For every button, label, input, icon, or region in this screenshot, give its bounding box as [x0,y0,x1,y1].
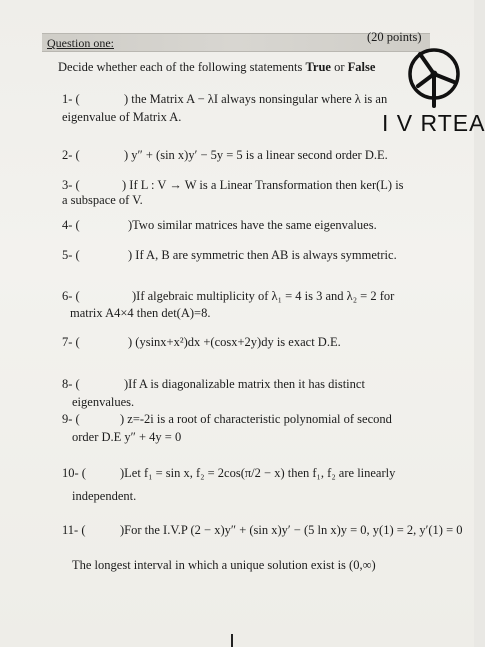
item-9-number: 9- ( [62,412,80,426]
item-7-number: 7- ( [62,335,80,349]
item-6-text: )If algebraic multiplicity of λ₁ = 4 is 3 and λ₂ = 2 for [132,289,395,303]
false-word: False [347,60,376,74]
item-1-text: ) the Matrix A − λI always nonsingular where λ is an [124,92,388,106]
item-2-number: 2- ( [62,148,80,162]
item-6-number: 6- ( [62,289,80,303]
item-10-number: 10- ( [62,466,86,480]
item-10-text: )Let f₁ = sin x, f₂ = 2cos(π/2 − x) then f₁, f₂ are linearly [120,466,396,480]
item-6-text-cont: matrix A4×4 then det(A)=8. [70,306,211,320]
item-9-text: ) z=-2i is a root of characteristic polynomial of second [120,412,392,426]
instructions: Decide whether each of the following statements True or False [58,60,376,74]
item-10-text-cont: independent. [72,489,137,503]
item-5-text: ) If A, B are symmetric then AB is always symmetric. [128,248,397,262]
points-label: (20 points) [367,30,422,44]
logo-text: I V RTEA [382,110,485,136]
item-8-text-cont: eigenvalues. [72,395,135,409]
item-4-text: )Two similar matrices have the same eigenvalues. [128,218,377,232]
true-word: True [305,60,331,74]
item-1-number: 1- ( [62,92,80,106]
item-8-number: 8- ( [62,377,80,391]
item-2-text: ) y″ + (sin x)y′ − 5y = 5 is a linear second order D.E. [124,148,388,162]
item-3-text: ) If L : V → W is a Linear Transformation then ker(L) is [122,178,404,192]
item-11-number: 11- ( [62,523,86,537]
question-title: Question one: [47,36,114,50]
item-5-number: 5- ( [62,248,80,262]
item-3-text-cont: a subspace of V. [62,193,143,207]
item-3-number: 3- ( [62,178,80,192]
item-11-text: )For the I.V.P (2 − x)y″ + (sin x)y′ − (5 ln x)y = 0, y(1) = 2, y′(1) = 0 [120,523,463,537]
item-1-text-cont: eigenvalue of Matrix A. [62,110,182,124]
item-11-text-cont: The longest interval in which a unique solution exist is (0,∞) [72,558,376,572]
item-9-text-cont: order D.E y″ + 4y = 0 [72,430,182,444]
text-cursor [231,634,233,647]
item-4-number: 4- ( [62,218,80,232]
item-7-text: ) (ysinx+x²)dx +(cosx+2y)dy is exact D.E. [128,335,341,349]
item-8-text: )If A is diagonalizable matrix then it has distinct [124,377,365,391]
